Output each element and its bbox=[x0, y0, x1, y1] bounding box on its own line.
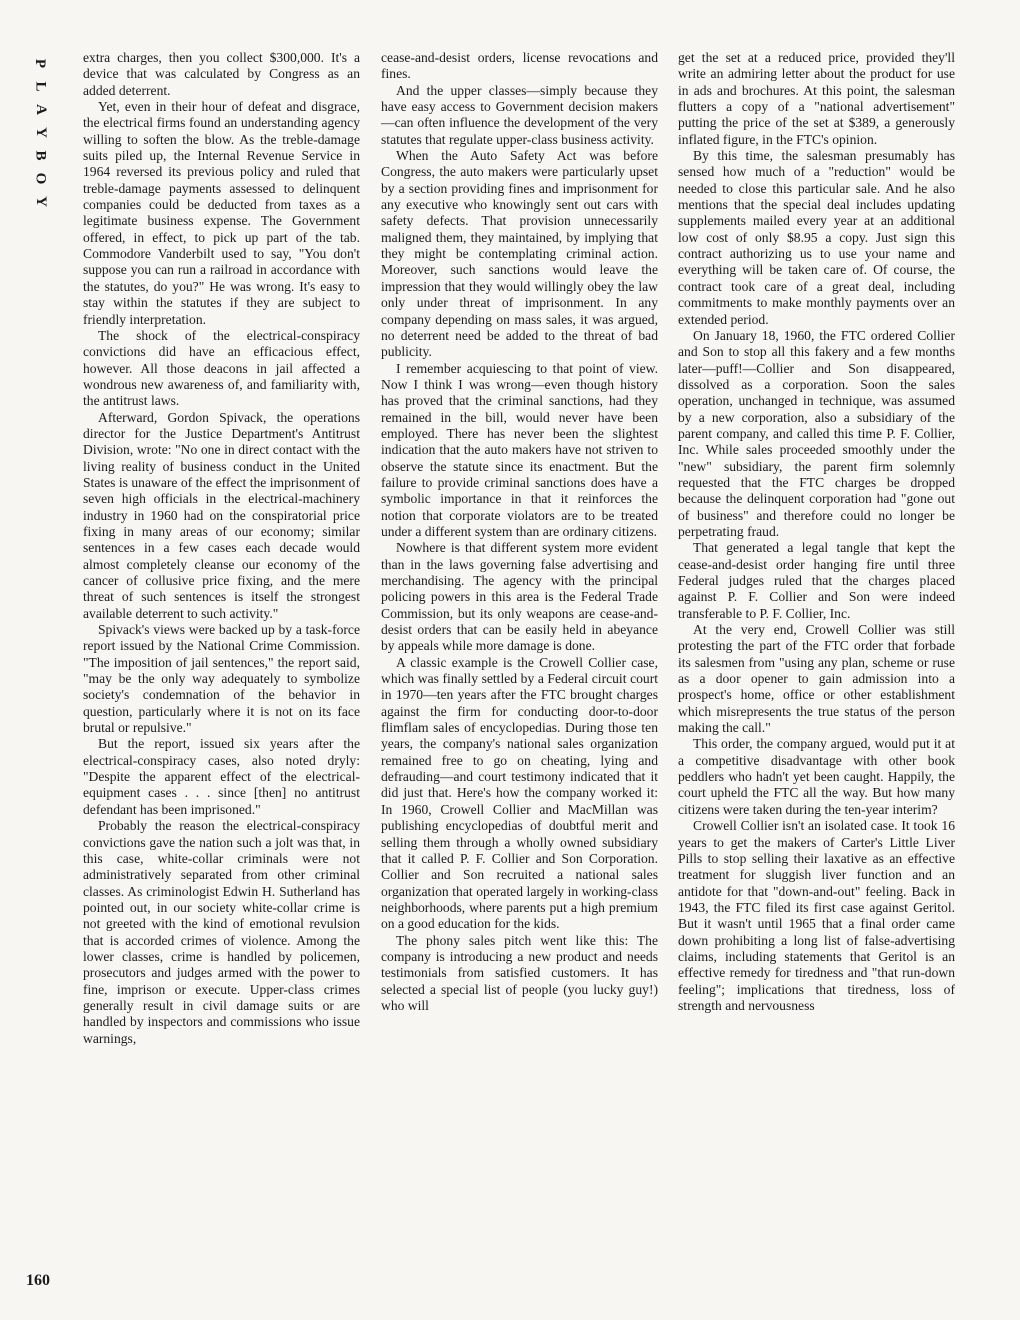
paragraph: This order, the company argued, would put it at a competitive disadvantage with other book peddlers who hadn't yet been caught. Happily, the court upheld the FTC all the way. But how many citizens were taken during the ten-year interim? bbox=[678, 736, 955, 817]
masthead-letter: O bbox=[32, 172, 49, 185]
text-column-2 bbox=[381, 50, 658, 1014]
paragraph: When the Auto Safety Act was before Congress, the auto makers were particularly upset by a section providing fines and imprisonment for any executive who knowingly sent out cars with safety defects. That provision unnecessarily maligned them, they maintained, by implying that they might be contemplating criminal action. Moreover, such sanctions would leave the impression that they would willingly obey the law only under threat of imprisonment. In any company depending on mass sales, it was argued, no deterrent need be added to the threat of bad publicity. bbox=[381, 148, 658, 360]
paragraph: But the report, issued six years after the electrical-conspiracy cases, also noted dryly: "Despite the apparent effect of the electrical-equipment cases . . . since [then] no antitrust defendant has been imprisoned." bbox=[83, 736, 360, 817]
paragraph: On January 18, 1960, the FTC ordered Collier and Son to stop all this fakery and a few months later—puff!—Collier and Son disappeared, dissolved as a corporation. Soon the sales operation, unchanged in technique, was assumed by a new corporation, also a subsidiary of the parent company, and called this time P. F. Collier, Inc. While sales proceeded smoothly under the "new" subsidiary, the parent firm solemnly requested that the FTC charges be dropped because the delinquent corporation had "gone out of business" and therefore could no longer be perpetrating fraud. bbox=[678, 327, 955, 539]
masthead-letter: B bbox=[32, 150, 49, 161]
paragraph: A classic example is the Crowell Collier case, which was finally settled by a Federal circuit court in 1970—ten years after the FTC brought charges against the firm for conducting door-to-door flimflam sales of encyclopedias. During those ten years, the company's national sales organization remained free to go on cheating, lying and defrauding—and court testimony indicated that it did just that. Here's how the company worked it: In 1960, Crowell Collier and MacMillan was publishing encyclopedias of doubtful merit and selling them through a wholly owned subsidiary that it called P. F. Collier and Son Corporation. Collier and Son recruited a national sales organization that operated largely in working-class neighborhoods, where parents put a high premium on a good education for the kids. bbox=[381, 654, 658, 932]
paragraph: And the upper classes—simply because they have easy access to Government decision makers—can often influence the development of the very statutes that regulate upper-class business activity. bbox=[381, 82, 658, 147]
paragraph: That generated a legal tangle that kept the cease-and-desist order hanging fire until three Federal judges ruled that the charges placed against P. F. Collier and Son were indeed transferable to P. F. Collier, Inc. bbox=[678, 540, 955, 621]
paragraph: The shock of the electrical-conspiracy convictions did have an efficacious effect, however. All those deacons in jail affected a wondrous new awareness of, and familiarity with, the antitrust laws. bbox=[83, 327, 360, 409]
paragraph: Afterward, Gordon Spivack, the operations director for the Justice Department's Antitrust Division, wrote: "No one in direct contact with the living reality of business conduct in the United States is unaware of the effect the imprisonment of seven high officials in the electrical-machinery industry in 1960 had on the conspiratorial price fixing in many areas of our economy; similar sentences in a few cases each decade would almost completely cleanse our economy of the cancer of collusive price fixing, and the mere threat of such sentences is itself the strongest available deterrent to such activity." bbox=[83, 409, 360, 621]
paragraph: cease-and-desist orders, license revocations and fines. bbox=[381, 50, 658, 82]
masthead-letter: A bbox=[32, 104, 49, 115]
page-number: 160 bbox=[26, 1272, 50, 1289]
paragraph: At the very end, Crowell Collier was still protesting the part of the FTC order that forbade its salesmen from "using any plan, scheme or ruse as a door opener to gain admission into a prospect's home, office or other establishment which misrepresents the true status of the person making the call." bbox=[678, 622, 955, 736]
masthead-letter: Y bbox=[32, 196, 49, 207]
masthead-letter: P bbox=[32, 58, 49, 69]
text-column-1 bbox=[83, 50, 360, 1047]
text-column-3 bbox=[678, 50, 955, 1014]
paragraph: The phony sales pitch went like this: The company is introducing a new product and needs testimonials from satisfied customers. It has selected a special list of people (you lucky guy!) who will bbox=[381, 932, 658, 1013]
paragraph: get the set at a reduced price, provided they'll write an admiring letter about the product for use in ads and brochures. At this point, the salesman flutters a copy of a "national advertisement" putting the price of the set at $389, a generously inflated figure, in the FTC's opinion. bbox=[678, 50, 955, 147]
paragraph: extra charges, then you collect $300,000. It's a device that was calculated by Congress as an added deterrent. bbox=[83, 50, 360, 98]
paragraph: Nowhere is that different system more evident than in the laws governing false advertising and merchandising. The agency with the principal policing powers in this area is the Federal Trade Commission, but its only weapons are cease-and-desist orders that can be easily held in abeyance by appeals while more damage is done. bbox=[381, 540, 658, 654]
paragraph: Spivack's views were backed up by a task-force report issued by the National Crime Commission. "The imposition of jail sentences," the report said, "may be the only way adequately to symbolize society's condemnation of the behavior in question, particularly where it is not on its face brutal or repulsive." bbox=[83, 622, 360, 736]
paragraph: By this time, the salesman presumably has sensed how much of a "reduction" would be needed to close this particular sale. And he also mentions that the special deal includes updating supplements mailed every year at an additional low cost of only $8.95 a copy. Just sign this contract authorizing us to use your name and everything will be taken care of. Of course, the contract took care of a great deal, including commitments to make monthly payments over an extended period. bbox=[678, 148, 955, 327]
paragraph: I remember acquiescing to that point of view. Now I think I was wrong—even though history has proved that the criminal sanctions, had they remained in the bill, would never have been employed. There has never been the slightest indication that the auto makers have not striven to observe the statute since its enactment. But the failure to provide criminal sanctions does have a symbolic importance in that it reinforces the notion that corporate violators are to be treated under a different system than are ordinary citizens. bbox=[381, 360, 658, 539]
paragraph: Yet, even in their hour of defeat and disgrace, the electrical firms found an understanding agency willing to soften the blow. As the treble-damage suits piled up, the Internal Revenue Service in 1964 reversed its previous policy and ruled that treble-damage payments assessed to delinquent companies could be deducted from taxes as a legitimate business expense. The Government offered, in effect, to pick up part of the tab. Commodore Vanderbilt used to say, "You don't suppose you can run a railroad in accordance with the statutes, do you?" He was wrong. It's easy to stay within the statutes if they are subject to friendly interpretation. bbox=[83, 99, 360, 327]
paragraph: Probably the reason the electrical-conspiracy convictions gave the nation such a jolt was that, in this case, white-collar criminals were not administratively separated from other criminal classes. As criminologist Edwin H. Sutherland has pointed out, in our society white-collar crime is not greeted with the kind of emotional revulsion that is accorded crimes of violence. Among the lower classes, crime is handled by policemen, prosecutors and judges armed with the power to fine, imprison or execute. Upper-class crimes generally result in civil damage suits or are handled by inspectors and commissions who issue warnings, bbox=[83, 818, 360, 1046]
magazine-masthead bbox=[30, 52, 50, 213]
masthead-letter: L bbox=[32, 81, 49, 92]
masthead-letter: Y bbox=[32, 127, 49, 138]
paragraph: Crowell Collier isn't an isolated case. It took 16 years to get the makers of Carter's Little Liver Pills to stop selling their laxative as an effective treatment for sluggish liver function and an antidote for that "down-and-out" feeling. Back in 1943, the FTC filed its first case against Geritol. But it wasn't until 1965 that a final order came down prohibiting a long list of false-advertising claims, including statements that Geritol is an effective remedy for tiredness and "that run-down feeling"; implications that tiredness, loss of strength and nervousness bbox=[678, 818, 955, 1013]
